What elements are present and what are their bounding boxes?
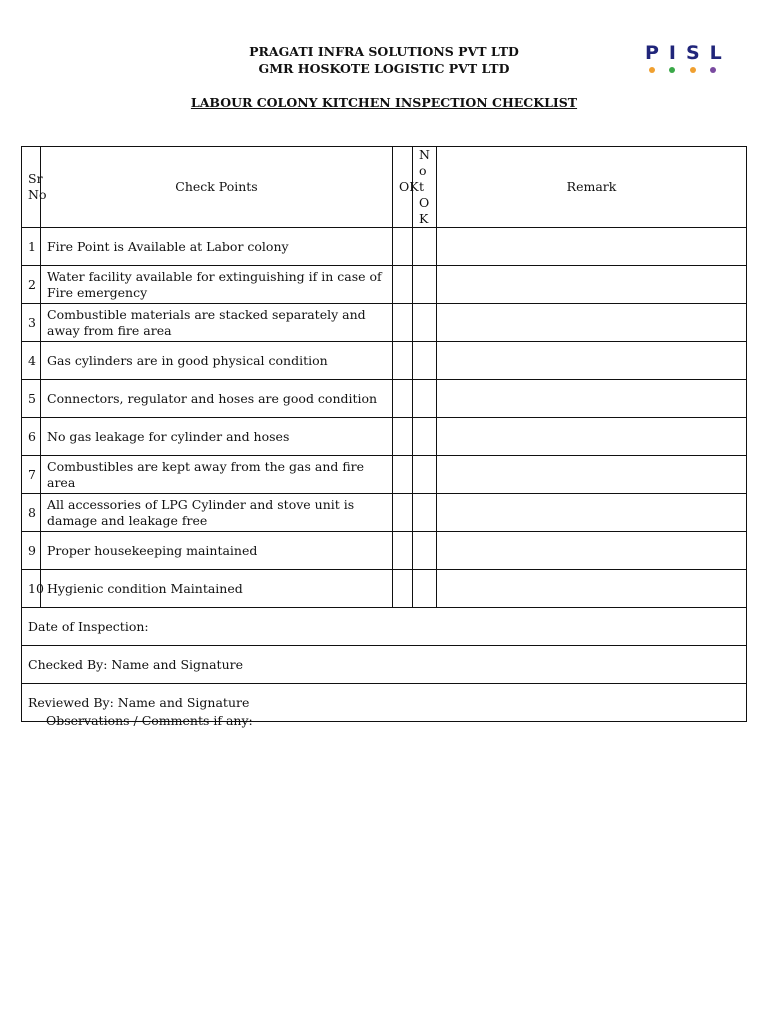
not-ok-cell[interactable] (413, 342, 437, 380)
remark-cell[interactable] (437, 266, 747, 304)
header-not-ok: Not OK (413, 147, 437, 228)
remark-cell[interactable] (437, 456, 747, 494)
table-row (22, 304, 747, 342)
header-remark: Remark (437, 147, 747, 228)
date-of-inspection-row[interactable] (22, 608, 747, 646)
ok-cell[interactable] (393, 304, 413, 342)
company-name-primary: PRAGATI INFRA SOLUTIONS PVT LTD (249, 44, 519, 59)
ok-cell[interactable] (393, 266, 413, 304)
table-row (22, 456, 747, 494)
ok-cell[interactable] (393, 342, 413, 380)
not-ok-cell[interactable] (413, 532, 437, 570)
header-ok: OK (393, 147, 413, 228)
ok-cell[interactable] (393, 228, 413, 266)
sr-number: 7 (22, 456, 41, 494)
ok-cell[interactable] (393, 456, 413, 494)
table-header-row (22, 147, 747, 228)
document-title: LABOUR COLONY KITCHEN INSPECTION CHECKLIST (190, 95, 578, 110)
remark-cell[interactable] (437, 494, 747, 532)
sr-number: 5 (22, 380, 41, 418)
remark-cell[interactable] (437, 570, 747, 608)
table-row (22, 418, 747, 456)
sr-number: 3 (22, 304, 41, 342)
check-point-text: Proper housekeeping maintained (41, 532, 393, 570)
check-point-text: Combustible materials are stacked separately and away from fire area (41, 304, 393, 342)
check-point-text: Water facility available for extinguishing if in case of Fire emergency (41, 266, 393, 304)
logo-dot (690, 67, 696, 73)
ok-cell[interactable] (393, 494, 413, 532)
table-row (22, 570, 747, 608)
remark-cell[interactable] (437, 228, 747, 266)
checked-by-row[interactable] (22, 646, 747, 684)
reviewed-by-field[interactable]: Reviewed By: Name and Signature (22, 684, 747, 722)
not-ok-cell[interactable] (413, 266, 437, 304)
not-ok-cell[interactable] (413, 418, 437, 456)
ok-cell[interactable] (393, 418, 413, 456)
check-point-text: All accessories of LPG Cylinder and stove unit is damage and leakage free (41, 494, 393, 532)
ok-cell[interactable] (393, 380, 413, 418)
logo-wordmark: PISL (645, 42, 732, 64)
header-sr-no: Sr No (22, 147, 41, 228)
remark-cell[interactable] (437, 380, 747, 418)
date-of-inspection-field[interactable]: Date of Inspection: (22, 608, 747, 646)
remark-cell[interactable] (437, 532, 747, 570)
table-row (22, 380, 747, 418)
check-point-text: No gas leakage for cylinder and hoses (41, 418, 393, 456)
table-row (22, 266, 747, 304)
logo-dot (669, 67, 675, 73)
sr-number: 1 (22, 228, 41, 266)
table-row (22, 228, 747, 266)
check-point-text: Hygienic condition Maintained (41, 570, 393, 608)
not-ok-cell[interactable] (413, 456, 437, 494)
check-point-text: Gas cylinders are in good physical condition (41, 342, 393, 380)
company-name-secondary: GMR HOSKOTE LOGISTIC PVT LTD (258, 61, 510, 76)
not-ok-cell[interactable] (413, 380, 437, 418)
not-ok-cell[interactable] (413, 494, 437, 532)
remark-cell[interactable] (437, 304, 747, 342)
ok-cell[interactable] (393, 532, 413, 570)
not-ok-cell[interactable] (413, 570, 437, 608)
observations-label: Observations / Comments if any: (46, 713, 253, 728)
pisl-logo (645, 42, 732, 76)
sr-number: 8 (22, 494, 41, 532)
not-ok-cell[interactable] (413, 228, 437, 266)
not-ok-cell[interactable] (413, 304, 437, 342)
sr-number: 2 (22, 266, 41, 304)
check-point-text: Fire Point is Available at Labor colony (41, 228, 393, 266)
logo-dot (649, 67, 655, 73)
sr-number: 4 (22, 342, 41, 380)
inspection-checklist-table (21, 146, 747, 722)
table-row (22, 532, 747, 570)
logo-dot (710, 67, 716, 73)
check-point-text: Connectors, regulator and hoses are good condition (41, 380, 393, 418)
table-row (22, 342, 747, 380)
sr-number: 9 (22, 532, 41, 570)
checked-by-field[interactable]: Checked By: Name and Signature (22, 646, 747, 684)
remark-cell[interactable] (437, 342, 747, 380)
remark-cell[interactable] (437, 418, 747, 456)
sr-number: 6 (22, 418, 41, 456)
check-point-text: Combustibles are kept away from the gas and fire area (41, 456, 393, 494)
header-check-points: Check Points (41, 147, 393, 228)
table-row (22, 494, 747, 532)
sr-number: 10 (22, 570, 41, 608)
ok-cell[interactable] (393, 570, 413, 608)
